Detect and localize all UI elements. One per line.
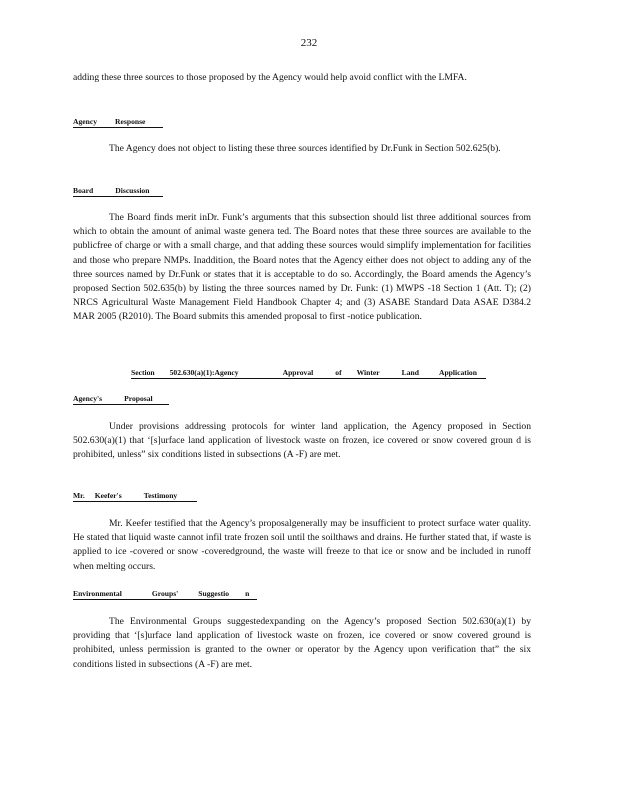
heading-word: Testimony bbox=[143, 491, 178, 500]
heading-word: 502.630(a)(1):Agency bbox=[169, 368, 239, 377]
heading-underline bbox=[73, 404, 169, 405]
heading-agency-response bbox=[73, 117, 163, 126]
heading-word: Board bbox=[73, 186, 94, 195]
heading-word: of bbox=[335, 368, 342, 377]
heading-underline bbox=[73, 196, 163, 197]
heading-word: Section bbox=[131, 368, 155, 377]
heading-word: Land bbox=[401, 368, 419, 377]
heading-word: Keefer's bbox=[94, 491, 122, 500]
paragraph-agency-response: The Agency does not object to listing these three sources identified by Dr.Funk in Section 502.625(b). bbox=[109, 143, 501, 154]
paragraph-environmental-groups: The Environmental Groups suggestedexpanding on the Agency’s proposed Section 502.630(a)(1) by providing that ‘[s]urface land application of livestock waste on frozen, ice covered or snow covered ground is prohibited, unless permission is granted to the owner or operator by the Agency upon verification that” the six conditions listed in subsections (A -F) are met. bbox=[73, 616, 531, 670]
heading-word: Application bbox=[438, 368, 477, 377]
paragraph-keefer-testimony: Mr. Keefer testified that the Agency’s proposalgenerally may be insufficient to protect surface water quality. He stated that liquid waste cannot infil trate frozen soil until the soilthaws and drains. He further stated that, if waste is applied to ice -covered or snow -coveredground, the waste will freeze to that ice or snow and be included in runoff when melting occurs. bbox=[73, 518, 531, 572]
paragraph-board-discussion: The Board finds merit inDr. Funk’s arguments that this subsection should list three additional sources from which to obtain the amount of animal waste genera ted. The Board notes that these three sources are available to the publicfree of charge or with a small charge, and that adding these sources would simplify implementation for facilities and those who prepare NMPs. Inaddition, the Board notes that the Agency either does not object to adding any of the three sources named by Dr.Funk or states that it is acceptable to do so. Accordingly, the Board amends the Agency’s proposed Section 502.635(b) by listing the three sources named by Dr. Funk: (1) MWPS -18 Section 1 (Att. T); (2) NRCS Agricultural Waste Management Field Handbook Chapter 4; and (3) ASABE Standard Data ASAE D384.2 MAR 2005 (R2010). The Board submits this amended proposal to first -notice publication. bbox=[73, 212, 531, 323]
heading-underline bbox=[73, 127, 163, 128]
heading-environmental-groups bbox=[73, 589, 257, 598]
page-number: 232 bbox=[300, 37, 318, 49]
heading-underline bbox=[131, 378, 486, 379]
heading-word: Discussion bbox=[115, 186, 150, 195]
heading-word: Mr. bbox=[73, 491, 85, 500]
paragraph-agency-proposal: Under provisions addressing protocols for winter land application, the Agency proposed in Section 502.630(a)(1) that ‘[s]urface land application of livestock waste on frozen, ice covered or snow covered groun d is prohibited, unless” six conditions listed in subsections (A -F) are met. bbox=[73, 421, 531, 461]
heading-word: Proposal bbox=[124, 394, 153, 403]
heading-word: Winter bbox=[356, 368, 380, 377]
heading-word: Groups' bbox=[151, 589, 179, 598]
heading-word: Suggestio bbox=[198, 589, 230, 598]
heading-keefer-testimony bbox=[73, 491, 197, 500]
paragraph-lmfa: adding these three sources to those proposed by the Agency would help avoid conflict with the LMFA. bbox=[73, 72, 467, 83]
heading-underline bbox=[73, 599, 257, 600]
heading-word: n bbox=[245, 589, 250, 598]
heading-section-winter-application bbox=[131, 368, 486, 377]
heading-underline bbox=[73, 501, 197, 502]
heading-word: Environmental bbox=[73, 589, 122, 598]
heading-agency-proposal bbox=[73, 394, 169, 403]
heading-word: Approval bbox=[282, 368, 314, 377]
heading-board-discussion bbox=[73, 186, 163, 195]
heading-word: Agency's bbox=[73, 394, 103, 403]
heading-word: Response bbox=[115, 117, 146, 126]
heading-word: Agency bbox=[73, 117, 98, 126]
